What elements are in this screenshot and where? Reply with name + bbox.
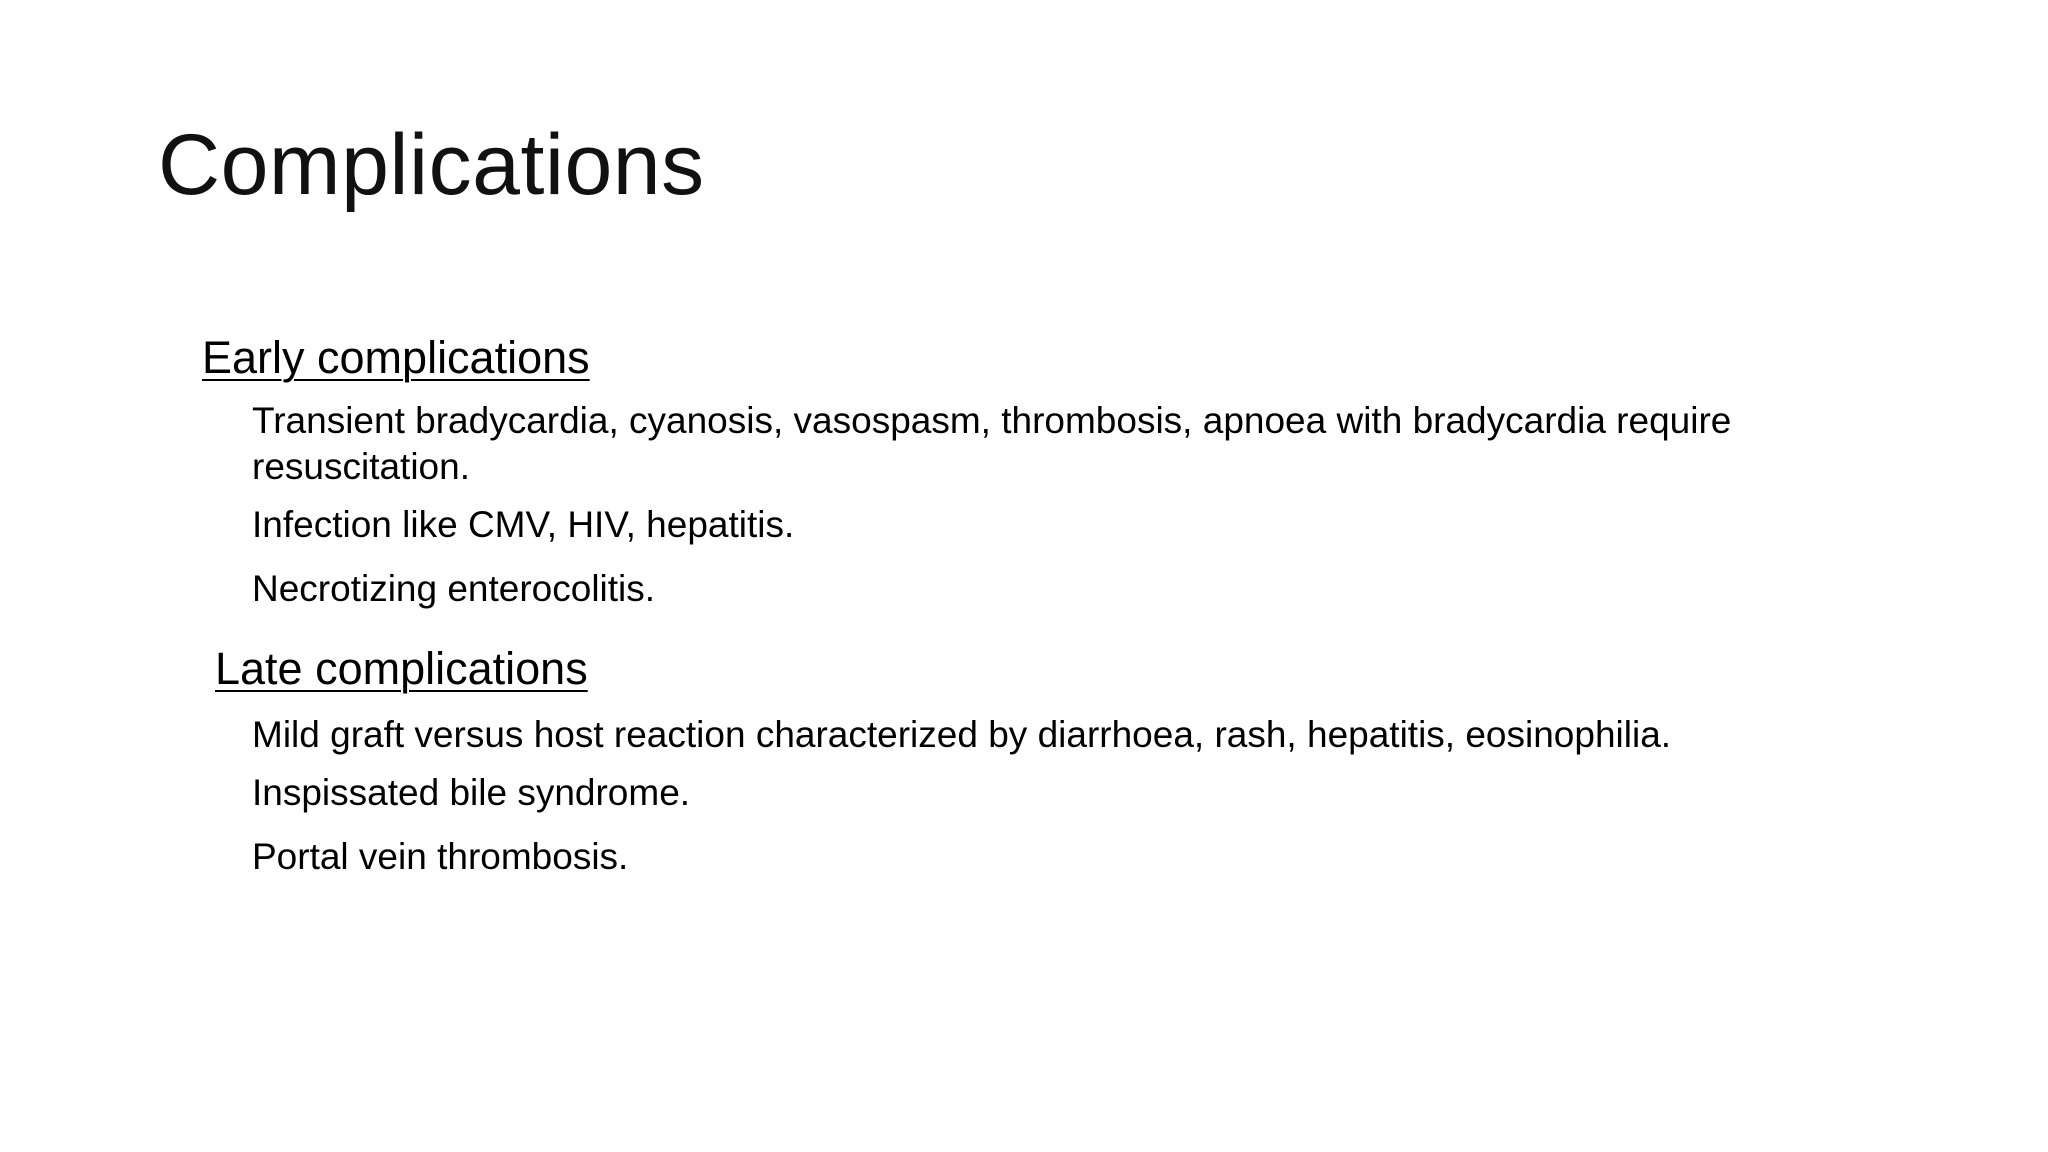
late-complications-heading: Late complications [215,643,588,694]
list-item: Necrotizing enterocolitis. [252,568,656,609]
list-item: Inspissated bile syndrome. [252,772,691,813]
early-complications-heading: Early complications [202,332,590,383]
list-item: Portal vein thrombosis. [252,836,629,877]
list-item: Infection like CMV, HIV, hepatitis. [252,504,795,545]
list-item: Mild graft versus host reaction characterized by diarrhoea, rash, hepatitis, eosinophilia. [252,714,1672,755]
slide-title: Complications [158,117,705,213]
list-item: Transient bradycardia, cyanosis, vasospasm, thrombosis, apnoea with bradycardia require resuscitation. [252,400,1732,487]
